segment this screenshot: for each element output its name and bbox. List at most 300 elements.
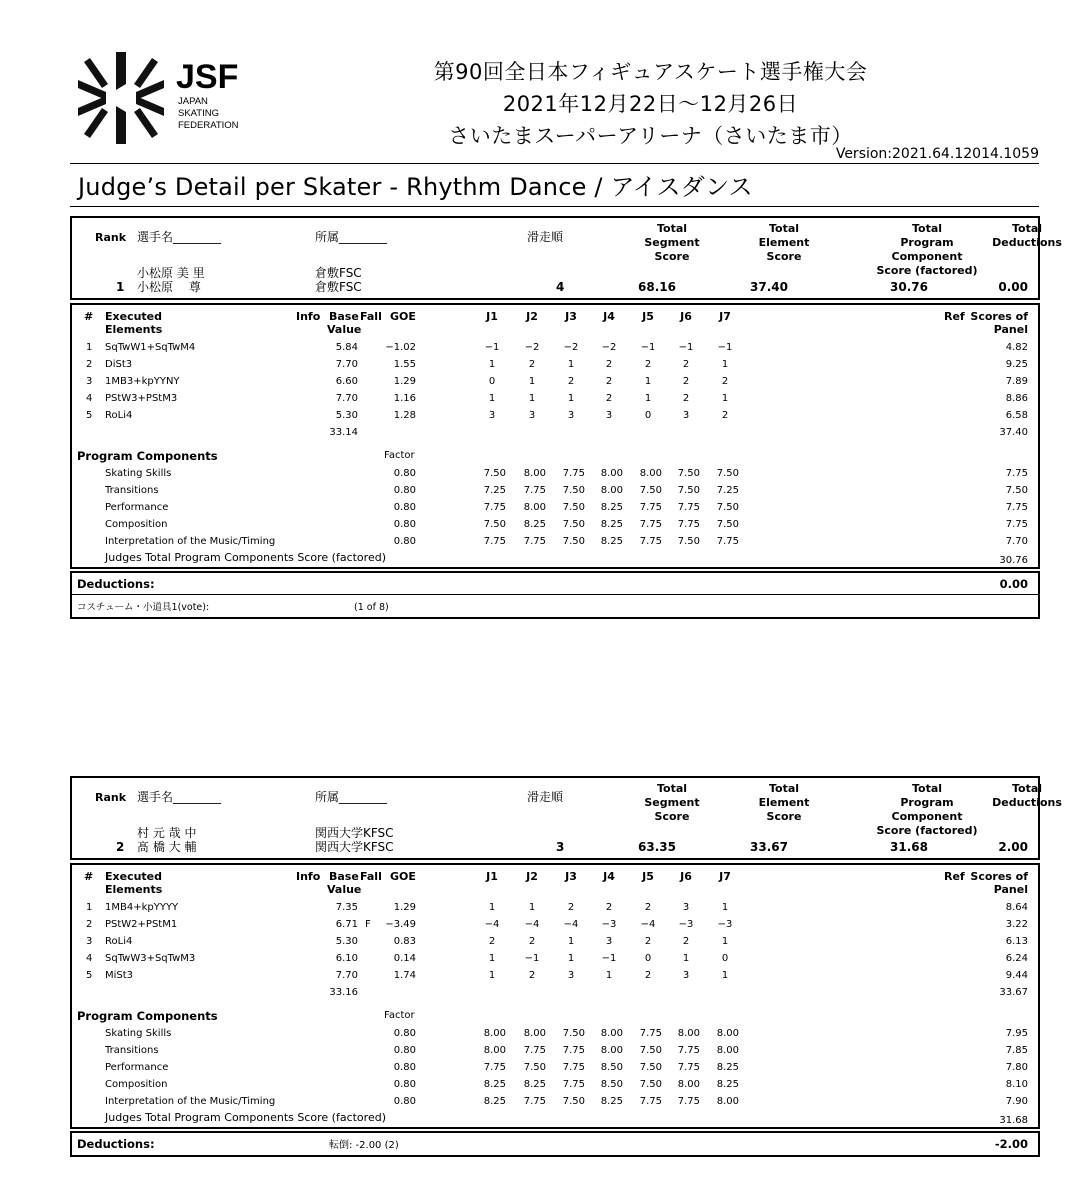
skater-name-2: 髙 橋 大 輔: [137, 840, 197, 854]
component-judge-score: 7.50: [639, 1062, 662, 1073]
component-panel-score: 7.75: [1005, 502, 1028, 513]
program-components-header: Program Components: [77, 1009, 218, 1023]
element-judge-score: −1: [678, 342, 694, 353]
element-judge-score: 3: [682, 970, 690, 981]
element-judge-score: 1: [721, 393, 729, 404]
component-judge-score: 7.75: [716, 536, 739, 547]
element-judge-score: 3: [605, 410, 613, 421]
judge-header: J6: [680, 310, 692, 323]
deduction-vote: (1 of 8): [354, 602, 389, 613]
element-base-value: 6.60: [335, 376, 358, 387]
ref-header: Ref: [944, 870, 965, 883]
total-pcs-header: Score (factored): [876, 824, 978, 837]
component-judge-score: 8.00: [600, 1045, 623, 1056]
element-judge-score: 2: [488, 936, 496, 947]
element-base-value: 5.84: [335, 342, 358, 353]
component-judge-score: 7.75: [562, 1079, 585, 1090]
judge-header: J2: [526, 870, 538, 883]
deductions-box: [70, 1131, 1040, 1157]
element-judge-score: 1: [644, 376, 652, 387]
component-judge-score: 7.75: [483, 1062, 506, 1073]
element-judge-score: 2: [721, 376, 729, 387]
element-judge-score: 3: [528, 410, 536, 421]
element-code: 1MB4+kpYYYY: [105, 902, 179, 913]
element-goe: −1.02: [385, 342, 416, 353]
deductions-total: -2.00: [994, 1137, 1028, 1151]
element-base-value: 6.71: [335, 919, 358, 930]
component-judge-score: 7.75: [639, 502, 662, 513]
info-header: Info: [296, 870, 321, 883]
element-judge-score: 2: [644, 359, 652, 370]
scores-of-panel-header-2: Panel: [993, 323, 1028, 336]
element-base-value: 7.70: [335, 970, 358, 981]
info-header: Info: [296, 310, 321, 323]
component-judge-score: 8.25: [523, 1079, 546, 1090]
summary-box: [70, 776, 1062, 860]
total-deductions-value: 2.00: [998, 840, 1028, 854]
element-judge-score: −2: [563, 342, 579, 353]
judge-header: J5: [642, 310, 654, 323]
element-judge-score: 0: [644, 410, 652, 421]
element-judge-score: 1: [488, 953, 496, 964]
rank-header: Rank: [95, 231, 127, 244]
component-judge-score: 7.50: [562, 519, 585, 530]
executed-header-2: Elements: [105, 323, 163, 336]
element-base-value: 7.35: [335, 902, 358, 913]
deductions-label: Deductions:: [77, 1137, 155, 1151]
judge-header: J7: [719, 870, 731, 883]
component-judge-score: 7.50: [716, 519, 739, 530]
element-judge-score: 2: [528, 359, 536, 370]
element-judge-score: 3: [567, 970, 575, 981]
element-panel-score: 7.89: [1005, 376, 1028, 387]
component-judge-score: 7.50: [483, 468, 506, 479]
component-judge-score: 7.75: [523, 485, 546, 496]
element-judge-score: 3: [567, 410, 575, 421]
component-factor: 0.80: [393, 468, 416, 479]
component-panel-score: 7.75: [1005, 519, 1028, 530]
start-order-value: 3: [556, 840, 565, 854]
component-judge-score: 7.75: [677, 1045, 700, 1056]
subtitle-rule: [70, 206, 1039, 207]
judges-total-pcs-label: Judges Total Program Components Score (factored): [105, 1111, 386, 1124]
ref-header: Ref: [944, 310, 965, 323]
element-base-value: 7.70: [335, 393, 358, 404]
component-judge-score: 8.25: [716, 1079, 739, 1090]
element-judge-score: 1: [528, 376, 536, 387]
name-header: 選手名________: [137, 790, 222, 804]
judge-header: J3: [565, 870, 577, 883]
total-element-header: Score: [766, 250, 802, 263]
component-judge-score: 8.00: [716, 1096, 739, 1107]
element-code: DiSt3: [105, 359, 133, 370]
judges-total-pcs-label: Judges Total Program Components Score (factored): [105, 551, 386, 564]
judge-header: J1: [486, 870, 498, 883]
judge-header: J4: [603, 310, 615, 323]
component-factor: 0.80: [393, 536, 416, 547]
logo-name-1: JAPAN: [178, 96, 208, 107]
component-judge-score: 8.00: [677, 1028, 700, 1039]
element-judge-score: −1: [524, 953, 540, 964]
element-base-value: 7.70: [335, 359, 358, 370]
element-judge-score: 1: [567, 936, 575, 947]
element-panel-score: 6.58: [1005, 410, 1028, 421]
component-factor: 0.80: [393, 1096, 416, 1107]
element-judge-score: 2: [605, 359, 613, 370]
component-judge-score: 8.00: [523, 502, 546, 513]
component-panel-score: 7.80: [1005, 1062, 1028, 1073]
deductions-total: 0.00: [999, 577, 1028, 591]
judge-header: J6: [680, 870, 692, 883]
total-pcs-header: Total: [911, 222, 943, 235]
element-judge-score: −3: [601, 919, 617, 930]
element-judge-score: 2: [682, 376, 690, 387]
component-judge-score: 7.50: [639, 485, 662, 496]
component-judge-score: 7.50: [483, 519, 506, 530]
start-order-header: 滑走順: [527, 230, 564, 244]
goe-header: GOE: [390, 310, 416, 323]
pcs-total: 30.76: [999, 555, 1028, 566]
factor-header: Factor: [384, 450, 415, 461]
component-judge-score: 7.50: [677, 485, 700, 496]
component-panel-score: 7.90: [1005, 1096, 1028, 1107]
skater-club-2: 関西大学KFSC: [315, 840, 394, 854]
component-name: Composition: [105, 519, 168, 530]
element-judge-score: 1: [488, 359, 496, 370]
header-rule: [70, 163, 1039, 164]
element-judge-score: −1: [717, 342, 733, 353]
event-title: 第90回全日本フィギュアスケート選手権大会: [433, 60, 868, 84]
component-judge-score: 7.50: [562, 536, 585, 547]
element-judge-score: −3: [678, 919, 694, 930]
component-factor: 0.80: [393, 485, 416, 496]
name-header: 選手名________: [137, 230, 222, 244]
fall-header: Fall: [360, 310, 382, 323]
component-name: Transitions: [105, 1045, 159, 1056]
component-judge-score: 8.25: [600, 1096, 623, 1107]
component-judge-score: 8.00: [600, 468, 623, 479]
total-element-header: Element: [758, 236, 810, 249]
goe-header: GOE: [390, 870, 416, 883]
component-judge-score: 7.50: [523, 1062, 546, 1073]
element-judge-score: 2: [644, 970, 652, 981]
total-element-header: Score: [766, 810, 802, 823]
element-judge-score: 2: [682, 359, 690, 370]
element-judge-score: 1: [488, 393, 496, 404]
component-judge-score: 8.00: [716, 1045, 739, 1056]
element-goe: 0.83: [393, 936, 416, 947]
element-judge-score: 1: [528, 393, 536, 404]
element-judge-score: 2: [567, 376, 575, 387]
judge-header: J3: [565, 310, 577, 323]
start-order-value: 4: [556, 280, 565, 294]
element-panel-score: 9.25: [1005, 359, 1028, 370]
skater-club-1: 倉敷FSC: [315, 266, 362, 280]
element-judge-score: −2: [601, 342, 617, 353]
element-base-value: 6.10: [335, 953, 358, 964]
total-element-value: 33.67: [750, 840, 788, 854]
element-judge-score: −4: [524, 919, 540, 930]
component-judge-score: 7.50: [562, 502, 585, 513]
pcs-total: 31.68: [999, 1115, 1028, 1126]
base-header-2: Value: [327, 883, 362, 896]
component-judge-score: 7.75: [562, 468, 585, 479]
total-pcs-value: 31.68: [890, 840, 928, 854]
element-code: SqTwW1+SqTwM4: [105, 342, 196, 353]
element-base-value: 5.30: [335, 936, 358, 947]
skater-club-2: 倉敷FSC: [315, 280, 362, 294]
component-judge-score: 7.75: [562, 1045, 585, 1056]
version-label: Version:2021.64.12014.1059: [835, 146, 1039, 162]
element-judge-score: −4: [563, 919, 579, 930]
component-judge-score: 8.00: [716, 1028, 739, 1039]
fall-header: Fall: [360, 870, 382, 883]
skater-name-1: 村 元 哉 中: [137, 826, 197, 840]
element-judge-score: 2: [567, 902, 575, 913]
total-pcs-header: Program: [900, 236, 954, 249]
element-goe: 1.55: [393, 359, 416, 370]
component-judge-score: 7.25: [716, 485, 739, 496]
program-components-header: Program Components: [77, 449, 218, 463]
judge-header: J7: [719, 310, 731, 323]
component-judge-score: 7.75: [639, 1096, 662, 1107]
element-code: RoLi4: [105, 936, 133, 947]
element-goe: 1.29: [393, 902, 416, 913]
element-code: MiSt3: [105, 970, 134, 981]
component-judge-score: 8.00: [677, 1079, 700, 1090]
start-order-header: 滑走順: [527, 790, 564, 804]
element-number-header: #: [84, 310, 94, 323]
component-judge-score: 8.25: [483, 1096, 506, 1107]
executed-header-1: Executed: [105, 870, 163, 883]
element-judge-score: 3: [488, 410, 496, 421]
element-panel-score: 3.22: [1005, 919, 1028, 930]
total-segment-header: Score: [654, 250, 690, 263]
total-deductions-value: 0.00: [998, 280, 1028, 294]
total-pcs-header: Score (factored): [876, 264, 978, 277]
element-judge-score: 2: [682, 936, 690, 947]
elements-score-total: 33.67: [999, 987, 1028, 998]
element-judge-score: 2: [605, 902, 613, 913]
component-judge-score: 8.00: [483, 1045, 506, 1056]
total-deductions-header: Deductions: [992, 236, 1062, 249]
component-name: Performance: [105, 1062, 169, 1073]
element-judge-score: 2: [528, 936, 536, 947]
logo-abbr: JSF: [176, 58, 239, 96]
component-panel-score: 7.75: [1005, 468, 1028, 479]
scores-of-panel-header-1: Scores of: [970, 310, 1028, 323]
base-header-1: Base: [329, 870, 359, 883]
total-deductions-header: Deductions: [992, 796, 1062, 809]
component-judge-score: 8.00: [600, 485, 623, 496]
component-judge-score: 7.75: [639, 536, 662, 547]
factor-header: Factor: [384, 1010, 415, 1021]
total-segment-header: Total: [656, 782, 688, 795]
element-panel-score: 8.64: [1005, 902, 1028, 913]
event-venue: さいたまスーパーアリーナ（さいたま市）: [448, 124, 853, 148]
element-judge-score: −1: [640, 342, 656, 353]
element-judge-score: 1: [567, 393, 575, 404]
element-judge-score: 1: [567, 953, 575, 964]
element-code: PStW3+PStM3: [105, 393, 178, 404]
element-goe: 1.28: [393, 410, 416, 421]
base-header-1: Base: [329, 310, 359, 323]
component-judge-score: 7.25: [483, 485, 506, 496]
skater-rank: 2: [116, 840, 125, 854]
element-goe: 1.29: [393, 376, 416, 387]
element-goe: −3.49: [385, 919, 416, 930]
component-panel-score: 8.10: [1005, 1079, 1028, 1090]
element-judge-score: −3: [717, 919, 733, 930]
element-base-value: 5.30: [335, 410, 358, 421]
element-code: RoLi4: [105, 410, 133, 421]
component-judge-score: 8.25: [523, 519, 546, 530]
element-number-header: #: [84, 870, 94, 883]
element-goe: 1.74: [393, 970, 416, 981]
element-judge-score: −4: [484, 919, 500, 930]
element-panel-score: 6.13: [1005, 936, 1028, 947]
component-judge-score: 7.75: [483, 536, 506, 547]
skater-name-1: 小松原 美 里: [137, 266, 205, 280]
component-judge-score: 8.00: [600, 1028, 623, 1039]
element-judge-score: 1: [721, 970, 729, 981]
element-number: 2: [86, 359, 93, 370]
total-pcs-value: 30.76: [890, 280, 928, 294]
total-segment-value: 63.35: [638, 840, 676, 854]
total-segment-header: Segment: [644, 796, 700, 809]
component-panel-score: 7.50: [1005, 485, 1028, 496]
judge-header: J1: [486, 310, 498, 323]
component-judge-score: 7.50: [562, 485, 585, 496]
element-code: 1MB3+kpYYNY: [105, 376, 180, 387]
component-judge-score: 7.50: [716, 468, 739, 479]
skater-club-1: 関西大学KFSC: [315, 826, 394, 840]
element-judge-score: 2: [721, 410, 729, 421]
total-element-value: 37.40: [750, 280, 788, 294]
total-deductions-header: Total: [1011, 222, 1043, 235]
element-panel-score: 9.44: [1005, 970, 1028, 981]
component-factor: 0.80: [393, 502, 416, 513]
element-judge-score: 3: [682, 902, 690, 913]
element-judge-score: 1: [605, 970, 613, 981]
scores-of-panel-header-1: Scores of: [970, 870, 1028, 883]
element-number: 2: [86, 919, 93, 930]
element-judge-score: −1: [601, 953, 617, 964]
element-goe: 1.16: [393, 393, 416, 404]
component-judge-score: 7.50: [639, 1045, 662, 1056]
component-judge-score: 8.00: [523, 1028, 546, 1039]
total-pcs-header: Component: [891, 810, 963, 823]
deductions-rule: [72, 594, 1038, 595]
component-judge-score: 7.75: [562, 1062, 585, 1073]
component-judge-score: 8.25: [600, 519, 623, 530]
detail-box: [70, 303, 1040, 569]
component-judge-score: 7.75: [639, 519, 662, 530]
element-judge-score: 2: [644, 902, 652, 913]
component-judge-score: 7.75: [639, 1028, 662, 1039]
element-number: 5: [86, 970, 93, 981]
skater-rank: 1: [116, 280, 125, 294]
element-number: 1: [86, 342, 93, 353]
component-judge-score: 7.50: [639, 1079, 662, 1090]
element-judge-score: 0: [488, 376, 496, 387]
component-judge-score: 7.75: [523, 1045, 546, 1056]
base-value-total: 33.16: [329, 987, 358, 998]
element-judge-score: 2: [605, 393, 613, 404]
element-judge-score: 1: [567, 359, 575, 370]
detail-box: [70, 863, 1040, 1129]
page-subtitle: Judge’s Detail per Skater - Rhythm Dance / アイスダンス: [78, 173, 753, 201]
element-judge-score: −1: [484, 342, 500, 353]
component-factor: 0.80: [393, 1045, 416, 1056]
total-pcs-header: Program: [900, 796, 954, 809]
component-judge-score: 7.75: [677, 1062, 700, 1073]
element-judge-score: 1: [488, 902, 496, 913]
summary-box: [70, 216, 1062, 300]
event-dates: 2021年12月22日～12月26日: [502, 92, 799, 116]
component-judge-score: 7.75: [483, 502, 506, 513]
element-judge-score: 3: [605, 936, 613, 947]
judge-header: J5: [642, 870, 654, 883]
component-judge-score: 8.50: [600, 1062, 623, 1073]
executed-header-1: Executed: [105, 310, 163, 323]
component-panel-score: 7.85: [1005, 1045, 1028, 1056]
element-judge-score: 3: [682, 410, 690, 421]
skater-name-2: 小松原 尊: [137, 280, 201, 294]
component-name: Interpretation of the Music/Timing: [105, 1096, 276, 1107]
total-segment-header: Score: [654, 810, 690, 823]
component-judge-score: 7.50: [677, 536, 700, 547]
component-judge-score: 7.50: [562, 1028, 585, 1039]
component-name: Interpretation of the Music/Timing: [105, 536, 276, 547]
element-judge-score: 1: [528, 902, 536, 913]
base-value-total: 33.14: [329, 427, 358, 438]
total-element-header: Element: [758, 796, 810, 809]
element-code: PStW2+PStM1: [105, 919, 178, 930]
element-judge-score: 1: [644, 393, 652, 404]
deductions-box: [70, 571, 1040, 619]
element-panel-score: 6.24: [1005, 953, 1028, 964]
element-number: 4: [86, 393, 93, 404]
component-name: Skating Skills: [105, 1028, 172, 1039]
component-judge-score: 7.75: [523, 536, 546, 547]
element-number: 1: [86, 902, 93, 913]
base-header-2: Value: [327, 323, 362, 336]
rank-header: Rank: [95, 791, 127, 804]
component-judge-score: 8.25: [483, 1079, 506, 1090]
component-judge-score: 7.50: [562, 1096, 585, 1107]
component-judge-score: 8.00: [523, 468, 546, 479]
component-factor: 0.80: [393, 1028, 416, 1039]
element-judge-score: 1: [682, 953, 690, 964]
component-name: Performance: [105, 502, 169, 513]
component-judge-score: 7.75: [677, 1096, 700, 1107]
component-name: Transitions: [105, 485, 159, 496]
component-judge-score: 7.75: [677, 519, 700, 530]
element-judge-score: 2: [528, 970, 536, 981]
component-judge-score: 8.00: [483, 1028, 506, 1039]
logo-name-3: FEDERATION: [178, 120, 239, 131]
component-factor: 0.80: [393, 1079, 416, 1090]
total-segment-header: Total: [656, 222, 688, 235]
judge-header: J4: [603, 870, 615, 883]
element-judge-score: 0: [644, 953, 652, 964]
total-pcs-header: Total: [911, 782, 943, 795]
component-judge-score: 8.25: [600, 502, 623, 513]
element-judge-score: 0: [721, 953, 729, 964]
element-number: 3: [86, 936, 93, 947]
element-judge-score: 1: [721, 902, 729, 913]
